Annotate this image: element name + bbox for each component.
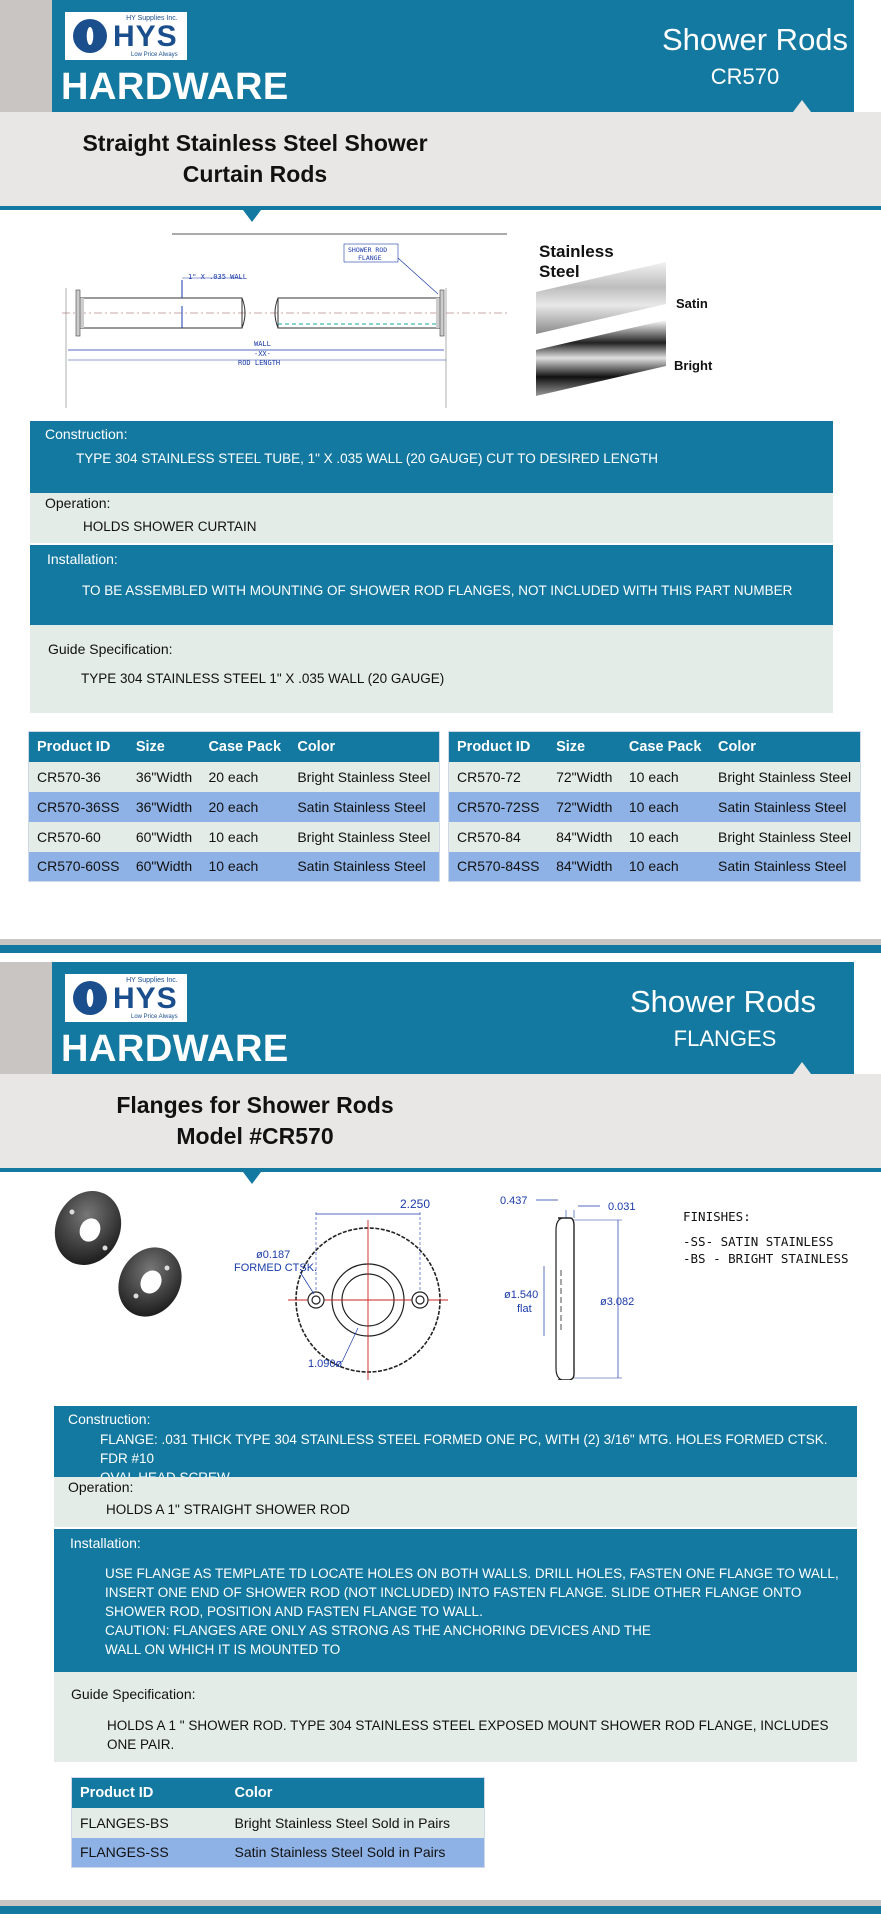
products-table-right [448,731,861,882]
cell-color: Satin Stainless Steel [710,792,861,822]
construction-section [54,1406,857,1477]
company-logo [65,974,187,1022]
col-product-id: Product ID [449,732,549,762]
dim-2250: 2.250 [400,1197,431,1211]
installation-line-1: USE FLANGE AS TEMPLATE TD LOCATE HOLES ON BOTH WALLS. DRILL HOLES, FASTEN ONE FLANGE TO WALL, [105,1566,839,1581]
cell-size: 36"Width [128,762,201,792]
cell-product-id: FLANGES-SS [72,1838,227,1868]
installation-text: TO BE ASSEMBLED WITH MOUNTING OF SHOWER ROD FLANGES, NOT INCLUDED WITH THIS PART NUMBER [82,583,793,598]
construction-label: Construction: [45,426,128,442]
page-title-line-1: Flanges for Shower Rods [116,1092,394,1118]
logo-tagline: Low Price Always [131,1013,178,1020]
table-row [449,792,861,822]
installation-line-3: SHOWER ROD, POSITION AND FASTEN FLANGE TO WALL. [105,1604,483,1619]
table-header-row [449,732,861,762]
operation-text: HOLDS A 1" STRAIGHT SHOWER ROD [106,1502,350,1517]
construction-label: Construction: [68,1411,151,1427]
cell-size: 72"Width [548,762,621,792]
col-color: Color [710,732,861,762]
bright-label: Bright [674,358,713,373]
guide-spec-section [54,1672,857,1762]
cell-color: Bright Stainless Steel [289,762,439,792]
page-title-line-1: Straight Stainless Steel Shower [82,130,428,156]
bright-sample [536,320,666,396]
hardware-heading: HARDWARE [61,1028,289,1070]
cell-case-pack: 10 each [621,792,710,822]
cell-size: 84"Width [548,852,621,882]
guide-spec-section [30,625,833,713]
rod-length-label: ROD LENGTH [238,359,281,367]
logo-globe-icon [73,981,107,1015]
finish-bs: -BS - BRIGHT STAINLESS [683,1251,849,1266]
installation-text [105,1564,839,1659]
table-row [449,762,861,792]
installation-line-4: CAUTION: FLANGES ARE ONLY AS STRONG AS THE ANCHORING DEVICES AND THE [105,1623,651,1638]
cell-size: 60"Width [128,852,201,882]
company-logo [65,12,187,60]
page-title-line-2: Model #CR570 [176,1123,334,1149]
dim-formed-ctsk: FORMED CTSK. [234,1262,318,1274]
cell-case-pack: 10 each [621,822,710,852]
logo-globe-icon [73,19,107,53]
dim-3082: ø3.082 [600,1296,635,1308]
table-row [29,792,440,822]
guide-spec-label: Guide Specification: [48,641,173,657]
col-product-id: Product ID [29,732,128,762]
table-row [72,1838,485,1868]
model-number: FLANGES [673,1026,777,1051]
cell-case-pack: 10 each [200,852,289,882]
cell-color: Bright Stainless Steel [710,822,861,852]
cell-product-id: CR570-36 [29,762,128,792]
installation-section [30,545,833,625]
cell-case-pack: 10 each [621,852,710,882]
col-case-pack: Case Pack [621,732,710,762]
satin-label: Satin [676,296,708,311]
installation-line-5: WALL ON WHICH IT IS MOUNTED TO [105,1642,341,1657]
hardware-heading: HARDWARE [61,66,289,108]
category-title: Shower Rods [629,984,817,1019]
cell-color: Satin Stainless Steel [289,852,439,882]
cell-product-id: FLANGES-BS [72,1808,227,1838]
cell-product-id: CR570-60 [29,822,128,852]
dim-0187: ø0.187 [256,1249,291,1261]
finishes-block [683,1208,849,1267]
logo-wordmark: HYS [113,19,178,53]
finishes-title: FINISHES: [683,1209,751,1224]
operation-text: HOLDS SHOWER CURTAIN [83,519,257,534]
products-table-left [28,731,440,882]
table-row [72,1808,485,1838]
wall-label: WALL [254,340,271,348]
flanges-table [71,1777,485,1868]
cell-color: Satin Stainless Steel Sold in Pairs [227,1838,485,1868]
construction-line-1: FLANGE: .031 THICK TYPE 304 STAINLESS STEEL FORMED ONE PC, WITH (2) 3/16" MTG. HOLES FORMED CTSK. FDR #10 [100,1432,828,1466]
table-header-row [72,1778,485,1808]
category-title: Shower Rods [661,22,849,57]
table-row [449,852,861,882]
table-row [29,762,440,792]
title-underline [0,206,881,210]
table-row [29,822,440,852]
col-size: Size [548,732,621,762]
dim-1090: 1.090ø [308,1358,343,1370]
swatch-title-line-1: Stainless [539,242,614,261]
guide-spec-label: Guide Specification: [71,1686,196,1702]
flange-label-line-2: FLANGE [358,254,382,262]
installation-line-2: INSERT ONE END OF SHOWER ROD (NOT INCLUDED) INTO FASTEN FLANGE. SLIDE OTHER FLANGE ONTO [105,1585,802,1600]
cell-case-pack: 10 each [621,762,710,792]
guide-spec-text: HOLDS A 1 " SHOWER ROD. TYPE 304 STAINLESS STEEL EXPOSED MOUNT SHOWER ROD FLANGE, INCLUDES ONE PAIR. [107,1718,829,1752]
construction-text: TYPE 304 STAINLESS STEEL TUBE, 1" X .035 WALL (20 GAUGE) CUT TO DESIRED LENGTH [76,451,658,466]
col-product-id: Product ID [72,1778,227,1808]
cell-color: Bright Stainless Steel [710,762,861,792]
cell-color: Satin Stainless Steel [710,852,861,882]
cell-product-id: CR570-60SS [29,852,128,882]
cell-case-pack: 20 each [200,762,289,792]
header-notch [793,100,811,112]
rod-diagram [62,228,512,410]
header-gray-strip [0,962,52,1074]
finish-swatch [526,232,716,418]
installation-section [54,1529,857,1672]
cell-color: Satin Stainless Steel [289,792,439,822]
swatch-title-line-2: Steel [539,262,580,281]
flange-photo [50,1184,200,1324]
page-title-line-2: Curtain Rods [182,161,328,187]
cell-size: 36"Width [128,792,201,822]
cell-case-pack: 10 each [200,822,289,852]
title-pointer [243,1172,261,1184]
col-color: Color [227,1778,485,1808]
installation-label: Installation: [70,1535,141,1551]
guide-spec-text: TYPE 304 STAINLESS STEEL 1" X .035 WALL (20 GAUGE) [81,671,445,686]
operation-section [30,493,833,543]
cell-color: Bright Stainless Steel [289,822,439,852]
finish-ss: -SS- SATIN STAINLESS [683,1234,834,1249]
cell-size: 84"Width [548,822,621,852]
col-case-pack: Case Pack [200,732,289,762]
flange-drawing-final [228,1190,648,1380]
operation-section [54,1477,857,1527]
table-header-row [29,732,440,762]
dim-0437: 0.437 [500,1195,528,1207]
col-size: Size [128,732,201,762]
cell-case-pack: 20 each [200,792,289,822]
cell-size: 60"Width [128,822,201,852]
wall-thickness-label: 1" X .035 WALL [188,273,248,281]
cell-size: 72"Width [548,792,621,822]
operation-label: Operation: [45,495,111,511]
cell-product-id: CR570-72SS [449,792,549,822]
title-pointer [243,210,261,222]
table-row [449,822,861,852]
table-row [29,852,440,882]
dim-0031: 0.031 [608,1201,636,1213]
operation-label: Operation: [68,1479,134,1495]
logo-tagline: Low Price Always [131,51,178,58]
col-color: Color [289,732,439,762]
cell-product-id: CR570-84 [449,822,549,852]
cell-product-id: CR570-72 [449,762,549,792]
dim-1540: ø1.540 [504,1289,539,1301]
page-separator-blue [0,945,881,953]
logo-wordmark: HYS [113,981,178,1015]
title-underline [0,1168,881,1172]
length-placeholder: -XX- [254,350,271,358]
header-notch [793,1062,811,1074]
flange-label-line-1: SHOWER ROD [348,246,388,254]
swatch-title [539,242,614,282]
page-title [60,128,450,190]
cell-color: Bright Stainless Steel Sold in Pairs [227,1808,485,1838]
dim-flat-label: flat [517,1303,532,1315]
page-title [70,1090,440,1152]
cell-product-id: CR570-36SS [29,792,128,822]
logo-company-name: HY Supplies Inc. [126,14,178,22]
model-number: CR570 [710,64,780,89]
construction-section [30,421,833,493]
header-gray-strip [0,0,52,112]
bottom-separator-blue [0,1906,881,1914]
installation-label: Installation: [47,551,118,567]
cell-product-id: CR570-84SS [449,852,549,882]
logo-company-name: HY Supplies Inc. [126,976,178,984]
